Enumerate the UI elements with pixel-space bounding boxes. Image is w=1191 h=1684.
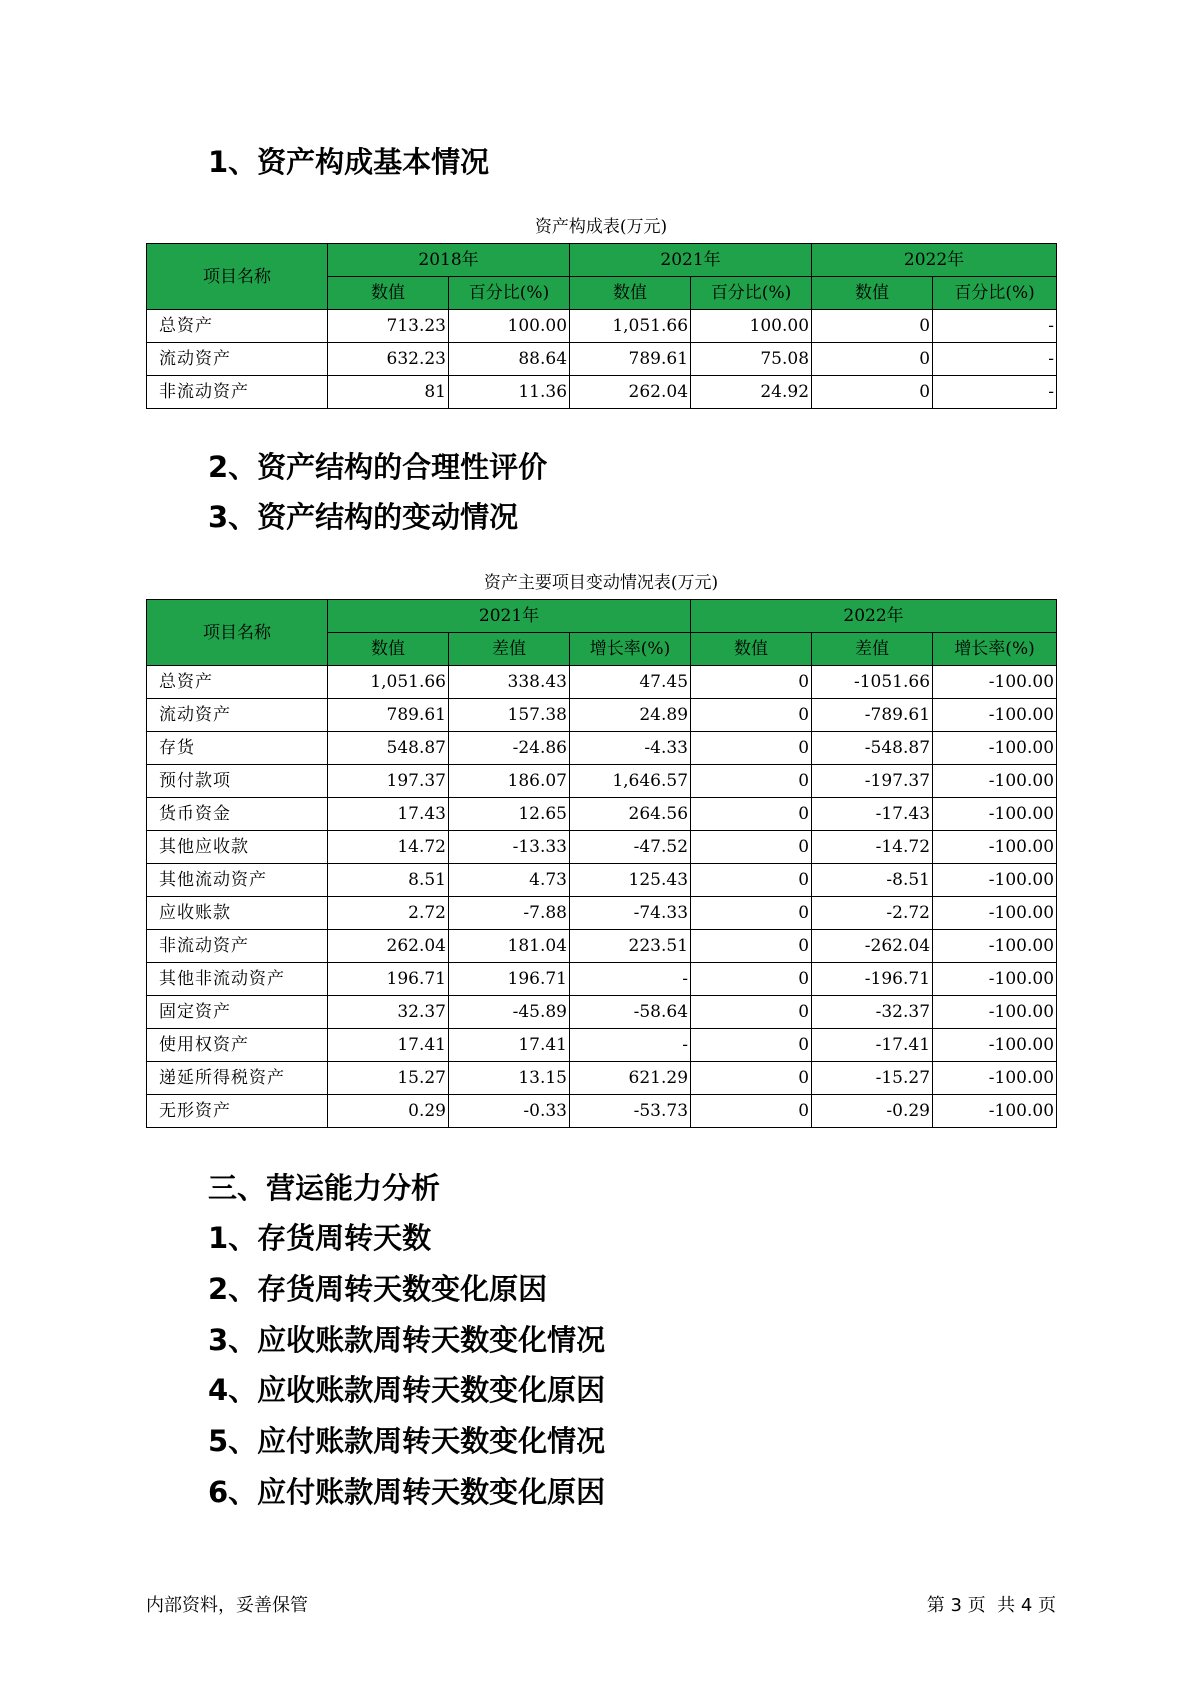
table-row xyxy=(147,798,1057,831)
value-cell: 2.72 xyxy=(328,897,449,930)
value-cell: -100.00 xyxy=(933,1029,1057,1062)
value-cell: -100.00 xyxy=(933,1062,1057,1095)
value-cell: -13.33 xyxy=(449,831,570,864)
value-cell: 17.41 xyxy=(328,1029,449,1062)
column-header: 增长率(%) xyxy=(570,633,691,666)
value-cell: 632.23 xyxy=(328,343,449,376)
value-cell: 17.41 xyxy=(449,1029,570,1062)
table-caption: 资产构成表(万元) xyxy=(534,217,668,237)
table-row xyxy=(147,666,1057,699)
value-cell: -17.41 xyxy=(812,1029,933,1062)
column-header: 增长率(%) xyxy=(933,633,1057,666)
value-cell: 0 xyxy=(691,1062,812,1095)
value-cell: 88.64 xyxy=(449,343,570,376)
table-row xyxy=(147,897,1057,930)
value-cell: 157.38 xyxy=(449,699,570,732)
table-row xyxy=(147,864,1057,897)
value-cell: 338.43 xyxy=(449,666,570,699)
value-cell: -53.73 xyxy=(570,1095,691,1128)
value-cell: 100.00 xyxy=(449,310,570,343)
value-cell: - xyxy=(933,310,1057,343)
value-cell: -24.86 xyxy=(449,732,570,765)
value-cell: 32.37 xyxy=(328,996,449,1029)
value-cell: -789.61 xyxy=(812,699,933,732)
section-heading: 3、应收账款周转天数变化情况 xyxy=(208,1323,606,1357)
value-cell: 262.04 xyxy=(570,376,691,409)
row-label-cell: 其他流动资产 xyxy=(147,864,328,897)
value-cell: 17.43 xyxy=(328,798,449,831)
table-row xyxy=(147,831,1057,864)
value-cell: -4.33 xyxy=(570,732,691,765)
value-cell: 24.92 xyxy=(691,376,812,409)
value-cell: 1,051.66 xyxy=(570,310,691,343)
value-cell: -100.00 xyxy=(933,798,1057,831)
column-header: 数值 xyxy=(812,277,933,310)
value-cell: -100.00 xyxy=(933,897,1057,930)
row-label-cell: 非流动资产 xyxy=(147,930,328,963)
year-header: 2021年 xyxy=(570,244,812,277)
row-label-cell: 其他非流动资产 xyxy=(147,963,328,996)
column-header: 差值 xyxy=(812,633,933,666)
table-row xyxy=(147,732,1057,765)
year-header: 2022年 xyxy=(812,244,1057,277)
table-row xyxy=(147,996,1057,1029)
value-cell: -196.71 xyxy=(812,963,933,996)
value-cell: 196.71 xyxy=(449,963,570,996)
footer-page-number: 第 3 页 共 4 页 xyxy=(926,1595,1056,1616)
row-label-cell: 总资产 xyxy=(147,666,328,699)
value-cell: -2.72 xyxy=(812,897,933,930)
value-cell: 0 xyxy=(691,864,812,897)
value-cell: -17.43 xyxy=(812,798,933,831)
value-cell: 264.56 xyxy=(570,798,691,831)
value-cell: 197.37 xyxy=(328,765,449,798)
row-label-cell: 无形资产 xyxy=(147,1095,328,1128)
value-cell: - xyxy=(570,963,691,996)
value-cell: 125.43 xyxy=(570,864,691,897)
row-label-cell: 递延所得税资产 xyxy=(147,1062,328,1095)
section-heading: 6、应付账款周转天数变化原因 xyxy=(208,1475,606,1509)
value-cell: -548.87 xyxy=(812,732,933,765)
table-row xyxy=(147,310,1057,343)
value-cell: 713.23 xyxy=(328,310,449,343)
table-row xyxy=(147,930,1057,963)
value-cell: 0 xyxy=(812,343,933,376)
value-cell: -0.29 xyxy=(812,1095,933,1128)
section-heading: 1、存货周转天数 xyxy=(208,1221,432,1255)
value-cell: 0 xyxy=(691,798,812,831)
value-cell: - xyxy=(933,343,1057,376)
section-heading: 3、资产结构的变动情况 xyxy=(208,500,519,534)
column-header: 数值 xyxy=(328,633,449,666)
value-cell: 1,051.66 xyxy=(328,666,449,699)
value-cell: 0 xyxy=(691,963,812,996)
row-label-cell: 固定资产 xyxy=(147,996,328,1029)
section-heading: 4、应收账款周转天数变化原因 xyxy=(208,1373,606,1407)
row-label-cell: 其他应收款 xyxy=(147,831,328,864)
year-header: 2018年 xyxy=(328,244,570,277)
value-cell: 47.45 xyxy=(570,666,691,699)
value-cell: -100.00 xyxy=(933,864,1057,897)
value-cell: -45.89 xyxy=(449,996,570,1029)
item-name-header: 项目名称 xyxy=(147,244,328,310)
value-cell: -100.00 xyxy=(933,963,1057,996)
value-cell: -74.33 xyxy=(570,897,691,930)
value-cell: 100.00 xyxy=(691,310,812,343)
table-row xyxy=(147,1062,1057,1095)
value-cell: -47.52 xyxy=(570,831,691,864)
value-cell: -58.64 xyxy=(570,996,691,1029)
table-caption: 资产主要项目变动情况表(万元) xyxy=(483,573,719,593)
table-row xyxy=(147,963,1057,996)
table-row xyxy=(147,376,1057,409)
year-header: 2022年 xyxy=(691,600,1057,633)
value-cell: 186.07 xyxy=(449,765,570,798)
value-cell: -0.33 xyxy=(449,1095,570,1128)
column-header: 数值 xyxy=(691,633,812,666)
row-label-cell: 流动资产 xyxy=(147,343,328,376)
value-cell: -8.51 xyxy=(812,864,933,897)
value-cell: 14.72 xyxy=(328,831,449,864)
row-label-cell: 货币资金 xyxy=(147,798,328,831)
value-cell: -100.00 xyxy=(933,666,1057,699)
value-cell: 8.51 xyxy=(328,864,449,897)
footer-confidential-note: 内部资料，妥善保管 xyxy=(146,1595,308,1616)
row-label-cell: 预付款项 xyxy=(147,765,328,798)
value-cell: 0 xyxy=(691,765,812,798)
section-heading: 2、资产结构的合理性评价 xyxy=(208,450,548,484)
value-cell: -100.00 xyxy=(933,831,1057,864)
value-cell: - xyxy=(570,1029,691,1062)
value-cell: 0 xyxy=(691,1095,812,1128)
asset-composition-table xyxy=(146,243,1057,409)
value-cell: 196.71 xyxy=(328,963,449,996)
table-row xyxy=(147,699,1057,732)
year-header: 2021年 xyxy=(328,600,691,633)
item-name-header: 项目名称 xyxy=(147,600,328,666)
value-cell: 262.04 xyxy=(328,930,449,963)
row-label-cell: 应收账款 xyxy=(147,897,328,930)
value-cell: 0 xyxy=(812,310,933,343)
table-row xyxy=(147,765,1057,798)
column-header: 百分比(%) xyxy=(691,277,812,310)
section-heading: 5、应付账款周转天数变化情况 xyxy=(208,1424,606,1458)
value-cell: 1,646.57 xyxy=(570,765,691,798)
value-cell: -100.00 xyxy=(933,996,1057,1029)
value-cell: 13.15 xyxy=(449,1062,570,1095)
value-cell: -7.88 xyxy=(449,897,570,930)
value-cell: 81 xyxy=(328,376,449,409)
row-label-cell: 流动资产 xyxy=(147,699,328,732)
section-heading: 三、营运能力分析 xyxy=(208,1171,441,1205)
value-cell: 223.51 xyxy=(570,930,691,963)
row-label-cell: 总资产 xyxy=(147,310,328,343)
value-cell: 12.65 xyxy=(449,798,570,831)
value-cell: -1051.66 xyxy=(812,666,933,699)
asset-change-table xyxy=(146,599,1057,1128)
column-header: 数值 xyxy=(328,277,449,310)
table-row xyxy=(147,1095,1057,1128)
value-cell: 11.36 xyxy=(449,376,570,409)
value-cell: 0 xyxy=(691,732,812,765)
value-cell: 621.29 xyxy=(570,1062,691,1095)
value-cell: 0 xyxy=(691,831,812,864)
value-cell: -100.00 xyxy=(933,699,1057,732)
value-cell: 0 xyxy=(691,1029,812,1062)
value-cell: 789.61 xyxy=(328,699,449,732)
column-header: 百分比(%) xyxy=(933,277,1057,310)
value-cell: 24.89 xyxy=(570,699,691,732)
value-cell: -15.27 xyxy=(812,1062,933,1095)
value-cell: 75.08 xyxy=(691,343,812,376)
value-cell: 789.61 xyxy=(570,343,691,376)
value-cell: 0 xyxy=(691,930,812,963)
table-row xyxy=(147,1029,1057,1062)
value-cell: -14.72 xyxy=(812,831,933,864)
value-cell: 181.04 xyxy=(449,930,570,963)
value-cell: -100.00 xyxy=(933,930,1057,963)
value-cell: -100.00 xyxy=(933,765,1057,798)
value-cell: 0 xyxy=(691,699,812,732)
section-heading: 2、存货周转天数变化原因 xyxy=(208,1272,548,1306)
column-header: 百分比(%) xyxy=(449,277,570,310)
value-cell: -262.04 xyxy=(812,930,933,963)
value-cell: 15.27 xyxy=(328,1062,449,1095)
value-cell: 4.73 xyxy=(449,864,570,897)
value-cell: 0 xyxy=(812,376,933,409)
value-cell: - xyxy=(933,376,1057,409)
value-cell: 0 xyxy=(691,666,812,699)
row-label-cell: 存货 xyxy=(147,732,328,765)
value-cell: -100.00 xyxy=(933,732,1057,765)
section-heading: 1、资产构成基本情况 xyxy=(208,145,490,179)
column-header: 差值 xyxy=(449,633,570,666)
value-cell: 548.87 xyxy=(328,732,449,765)
row-label-cell: 非流动资产 xyxy=(147,376,328,409)
column-header: 数值 xyxy=(570,277,691,310)
value-cell: -32.37 xyxy=(812,996,933,1029)
value-cell: -197.37 xyxy=(812,765,933,798)
row-label-cell: 使用权资产 xyxy=(147,1029,328,1062)
value-cell: 0 xyxy=(691,897,812,930)
value-cell: -100.00 xyxy=(933,1095,1057,1128)
value-cell: 0 xyxy=(691,996,812,1029)
value-cell: 0.29 xyxy=(328,1095,449,1128)
table-row xyxy=(147,343,1057,376)
